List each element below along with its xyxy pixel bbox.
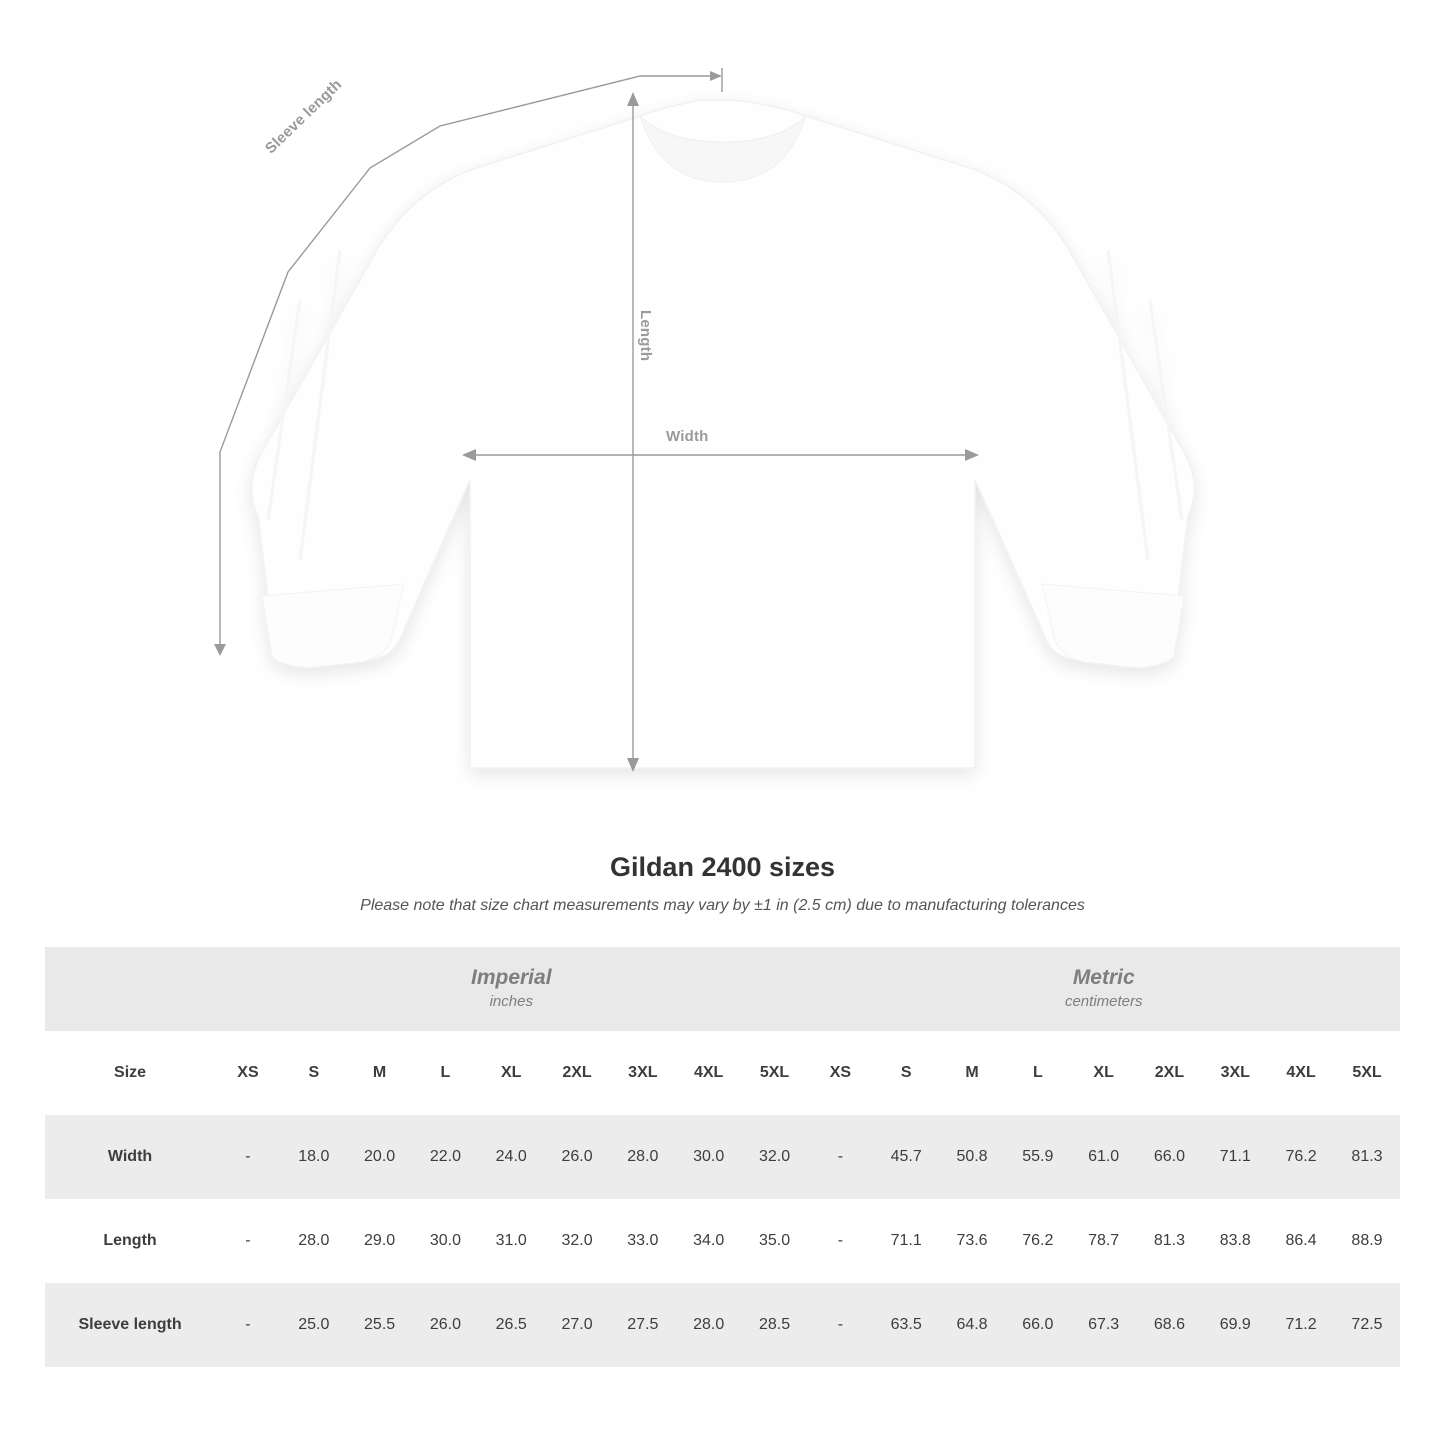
size-cell: 2XL [544,1031,610,1115]
shirt-shape [252,100,1195,768]
measure-cell: 69.9 [1202,1283,1268,1367]
measure-cell: 63.5 [873,1283,939,1367]
size-cell: XL [478,1031,544,1115]
table-row [45,1199,1400,1283]
measure-cell: 29.0 [347,1199,413,1283]
size-cell: 3XL [610,1031,676,1115]
unit-header-spacer [45,947,215,1031]
measure-cell: 76.2 [1005,1199,1071,1283]
measure-cell: 64.8 [939,1283,1005,1367]
measure-cell: 73.6 [939,1199,1005,1283]
measure-cell: 71.2 [1268,1283,1334,1367]
sleeve-length-label: Sleeve length [262,76,346,158]
measure-cell: 45.7 [873,1115,939,1199]
measure-cell: 27.5 [610,1283,676,1367]
size-cell: 5XL [1334,1031,1400,1115]
size-table-wrapper [0,947,1445,1367]
table-row [45,1283,1400,1367]
measure-cell: 26.0 [413,1283,479,1367]
page-title: Gildan 2400 sizes [609,852,836,882]
measure-cell: 88.9 [1334,1199,1400,1283]
unit-header-metric [807,947,1400,1031]
measure-cell: 32.0 [742,1115,808,1199]
measure-cell: 50.8 [939,1115,1005,1199]
measure-cell: 76.2 [1268,1115,1334,1199]
measure-cell: - [807,1199,873,1283]
measure-cell: 66.0 [1137,1115,1203,1199]
size-cell: 3XL [1202,1031,1268,1115]
size-header-row [45,1031,1400,1115]
measure-cell: 61.0 [1071,1115,1137,1199]
measure-cell: - [215,1115,281,1199]
measure-cell: 28.0 [281,1199,347,1283]
measure-cell: - [215,1199,281,1283]
measure-cell: - [807,1115,873,1199]
size-cell: XS [807,1031,873,1115]
measure-cell: 81.3 [1334,1115,1400,1199]
unit-header-row [45,947,1400,1031]
measure-cell: 24.0 [478,1115,544,1199]
measure-cell: 28.5 [742,1283,808,1367]
measure-cell: 55.9 [1005,1115,1071,1199]
size-label-cell: Size [45,1031,215,1115]
size-table [45,947,1400,1367]
size-cell: XS [215,1031,281,1115]
measure-cell: 26.0 [544,1115,610,1199]
tolerance-note: Please note that size chart measurements may vary by ±1 in (2.5 cm) due to manufacturing tolerances [360,897,1085,914]
measure-cell: 71.1 [1202,1115,1268,1199]
size-cell: 4XL [1268,1031,1334,1115]
measure-cell: 30.0 [676,1115,742,1199]
unit-name-metric: Metric [1072,965,1135,989]
row-label-width: Width [45,1115,215,1199]
measure-cell: 33.0 [610,1199,676,1283]
measure-cell: 86.4 [1268,1199,1334,1283]
measure-cell: 71.1 [873,1199,939,1283]
measure-cell: 26.5 [478,1283,544,1367]
width-label: Width [666,428,709,445]
measure-cell: 83.8 [1202,1199,1268,1283]
row-label-length: Length [45,1199,215,1283]
size-cell: XL [1071,1031,1137,1115]
measure-cell: 28.0 [610,1115,676,1199]
measure-cell: 25.5 [347,1283,413,1367]
size-cell: L [413,1031,479,1115]
measure-cell: 25.0 [281,1283,347,1367]
unit-name-imperial: Imperial [471,965,552,989]
measure-cell: 35.0 [742,1199,808,1283]
row-label-sleeve-length: Sleeve length [45,1283,215,1367]
measure-cell: 66.0 [1005,1283,1071,1367]
measure-cell: 30.0 [413,1199,479,1283]
measure-cell: - [215,1283,281,1367]
measure-cell: 67.3 [1071,1283,1137,1367]
length-label: Length [637,310,654,362]
measure-cell: 81.3 [1137,1199,1203,1283]
measure-cell: 34.0 [676,1199,742,1283]
measure-cell: - [807,1283,873,1367]
measure-cell: 78.7 [1071,1199,1137,1283]
unit-sub-metric: centimeters [1064,992,1143,1010]
measure-cell: 72.5 [1334,1283,1400,1367]
size-cell: L [1005,1031,1071,1115]
table-row [45,1115,1400,1199]
unit-header-imperial [215,947,807,1031]
size-cell: M [939,1031,1005,1115]
size-cell: S [873,1031,939,1115]
title-block [0,852,1445,915]
size-cell: M [347,1031,413,1115]
measure-cell: 28.0 [676,1283,742,1367]
size-cell: 2XL [1137,1031,1203,1115]
size-cell: S [281,1031,347,1115]
measure-cell: 22.0 [413,1115,479,1199]
size-cell: 4XL [676,1031,742,1115]
measure-cell: 31.0 [478,1199,544,1283]
measure-cell: 18.0 [281,1115,347,1199]
unit-sub-imperial: inches [489,992,533,1010]
measure-cell: 32.0 [544,1199,610,1283]
measure-cell: 68.6 [1137,1283,1203,1367]
size-cell: 5XL [742,1031,808,1115]
measure-cell: 20.0 [347,1115,413,1199]
measure-cell: 27.0 [544,1283,610,1367]
